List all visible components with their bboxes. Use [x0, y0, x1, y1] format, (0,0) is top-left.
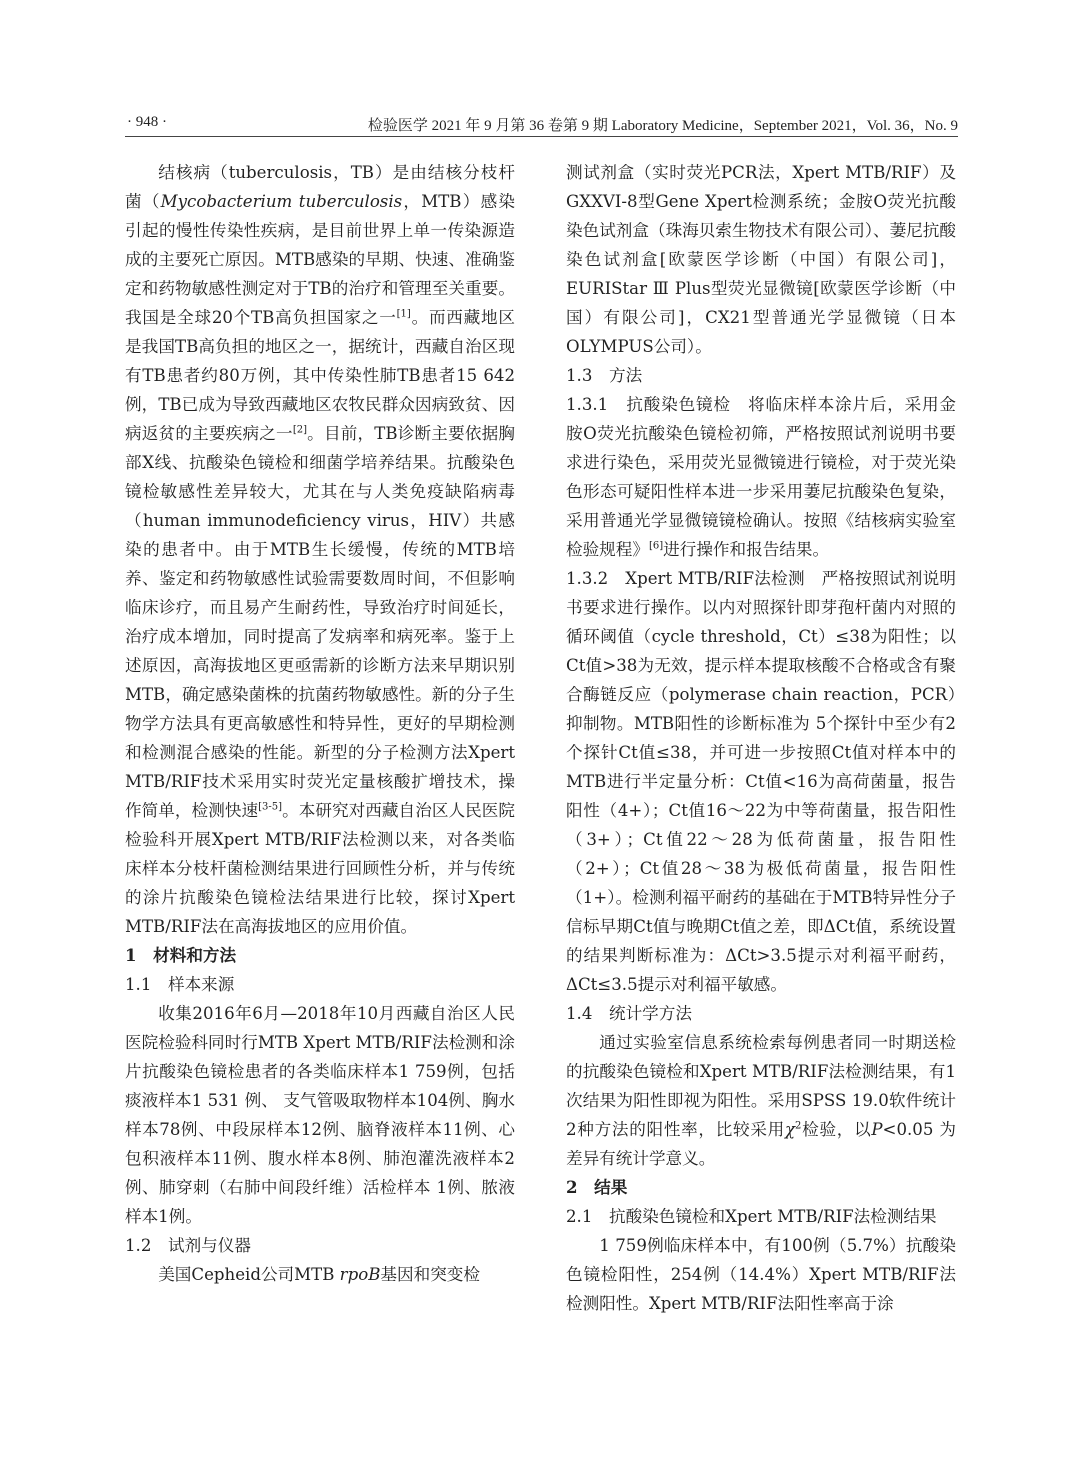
- section-2-heading: 2 结果: [566, 1177, 628, 1197]
- results-paragraph: 1 759例临床样本中，有100例（5.7%）抗酸染色镜检阳性，254例（14.4%）Xpert MTB/RIF法检测阳性。Xpert MTB/RIF法阳性率高于涂: [566, 1236, 956, 1313]
- right-column: [566, 158, 956, 1318]
- method-1-3-1-paragraph: 1.3.1 抗酸染色镜检 将临床样本涂片后，采用金胺O荧光抗酸染色镜检初筛，严格按照试剂说明书要求进行染色，采用荧光显微镜进行镜检，对于荧光染色形态可疑阳性样本进一步采用萋尼抗酸染色复染，采用普通光学显微镜镜检确认。按照《结核病实验室检验规程》[6]进行操作和报告结果。: [566, 395, 956, 559]
- page-number: · 948 ·: [127, 114, 167, 130]
- section-1-2-heading: 1.2 试剂与仪器: [125, 1236, 251, 1255]
- citation-1[interactable]: [1]: [396, 308, 411, 320]
- section-2-1-heading: 2.1 抗酸染色镜检和Xpert MTB/RIF法检测结果: [566, 1207, 937, 1226]
- intro-paragraph: 结核病（tuberculosis，TB）是由结核分枝杆菌（Mycobacterium tuberculosis，MTB）感染引起的慢性传染性疾病，是目前世界上单一传染源造成的主要死亡原因。MTB感染的早期、快速、准确鉴定和药物敏感性测定对于TB的治疗和管理至关重要。我国是全球20个TB高负担国家之一[1]。而西藏地区是我国TB高负担的地区之一，据统计，西藏自治区现有TB患者约80万例，其中传染性肺TB患者15 642 例，TB已成为导致西藏地区农牧民群众因病致贫、因病返贫的主要疾病之一[2]。目前，TB诊断主要依据胸部X线、抗酸染色镜检和细菌学培养结果。抗酸染色镜检敏感性差异较大，尤其在与人类免疫缺陷病毒（human immunodeficiency virus，HIV）共感染的患者中。由于MTB生长缓慢，传统的MTB培养、鉴定和药物敏感性试验需要数周时间，不但影响临床诊疗，而且易产生耐药性，导致治疗时间延长，治疗成本增加，同时提高了发病率和病死率。鉴于上述原因，高海拔地区更亟需新的诊断方法来早期识别MTB，确定感染菌株的抗菌药物敏感性。新的分子生物学方法具有更高敏感性和特异性，更好的早期检测和检测混合感染的性能。新型的分子检测方法Xpert MTB/RIF技术采用实时荧光定量核酸扩增技术，操作简单，检测快速[3-5]。本研究对西藏自治区人民医院检验科开展Xpert MTB/RIF法检测以来，对各类临床样本分枝杆菌检测结果进行回顾性分析，并与传统的涂片抗酸染色镜检法结果进行比较，探讨Xpert MTB/RIF法在高海拔地区的应用价值。: [125, 163, 516, 936]
- journal-info: 检验医学 2021 年 9 月第 36 卷第 9 期 Laboratory Medicine，September 2021，Vol. 36，No. 9: [367, 118, 958, 134]
- citation-3-5[interactable]: [3-5]: [258, 801, 283, 813]
- section-1-heading: 1 材料和方法: [125, 945, 237, 965]
- reagents-paragraph: 美国Cepheid公司MTB rpoB基因和突变检: [158, 1265, 480, 1284]
- section-1-1-heading: 1.1 样本来源: [125, 975, 235, 994]
- samples-paragraph: 收集2016年6月—2018年10月西藏自治区人民医院检验科同时行MTB Xpert MTB/RIF法检测和涂片抗酸染色镜检患者的各类临床样本1 759例，包括痰液样本1 531 例、 支气管吸取物样本104例、胸水样本78例、中段尿样本12例、脑脊液样本11例、心包积液样本11例、腹水样本8例、肺泡灌洗液样本2例、肺穿刺（右肺中间段纤维）活检样本 1例、脓液样本1例。: [125, 1004, 515, 1226]
- running-header: [125, 108, 958, 137]
- section-1-3-heading: 1.3 方法: [566, 366, 643, 385]
- citation-2[interactable]: [2]: [292, 424, 307, 436]
- reagents-paragraph-cont: 测试剂盒（实时荧光PCR法，Xpert MTB/RIF）及GXXVI-8型Gene Xpert检测系统；金胺O荧光抗酸染色试剂盒（珠海贝索生物技术有限公司）、萋尼抗酸染色试剂盒[欧蒙医学诊断（中国）有限公司]，EURIStar Ⅲ Plus型荧光显微镜[欧蒙医学诊断（中国）有限公司]，CX21型普通光学显微镜（日本OLYMPUS公司）。: [566, 163, 956, 356]
- citation-6[interactable]: [6]: [648, 540, 664, 552]
- left-column: [125, 158, 515, 1289]
- stats-paragraph: 通过实验室信息系统检索每例患者同一时期送检的抗酸染色镜检和Xpert MTB/RIF法检测结果，有1次结果为阳性即视为阳性。采用SPSS 19.0软件统计2种方法的阳性率，比较采用$\chi^2$检验，以P<0.05 为差异有统计学意义。: [566, 1033, 956, 1168]
- section-1-4-heading: 1.4 统计学方法: [566, 1004, 692, 1023]
- method-1-3-2-paragraph: 1.3.2 Xpert MTB/RIF法检测 严格按照试剂说明书要求进行操作。以内对照探针即芽孢杆菌内对照的循环阈值（cycle threshold，Ct）≤38为阳性；以Ct值>38为无效，提示样本提取核酸不合格或含有聚合酶链反应（polymerase chain reaction，PCR）抑制物。MTB阳性的诊断标准为 5个探针中至少有2个探针Ct值≤38，并可进一步按照Ct值对样本中的MTB进行半定量分析：Ct值<16为高荷菌量，报告阳性（4+）；Ct值16～22为中等荷菌量，报告阳性（3+）；Ct值22～28为低荷菌量，报告阳性（2+）；Ct值28～38为极低荷菌量，报告阳性（1+）。检测利福平耐药的基础在于MTB特异性分子信标早期Ct值与晚期Ct值之差，即ΔCt值，系统设置的结果判断标准为：ΔCt>3.5提示对利福平耐药，ΔCt≤3.5提示对利福平敏感。: [566, 569, 956, 994]
